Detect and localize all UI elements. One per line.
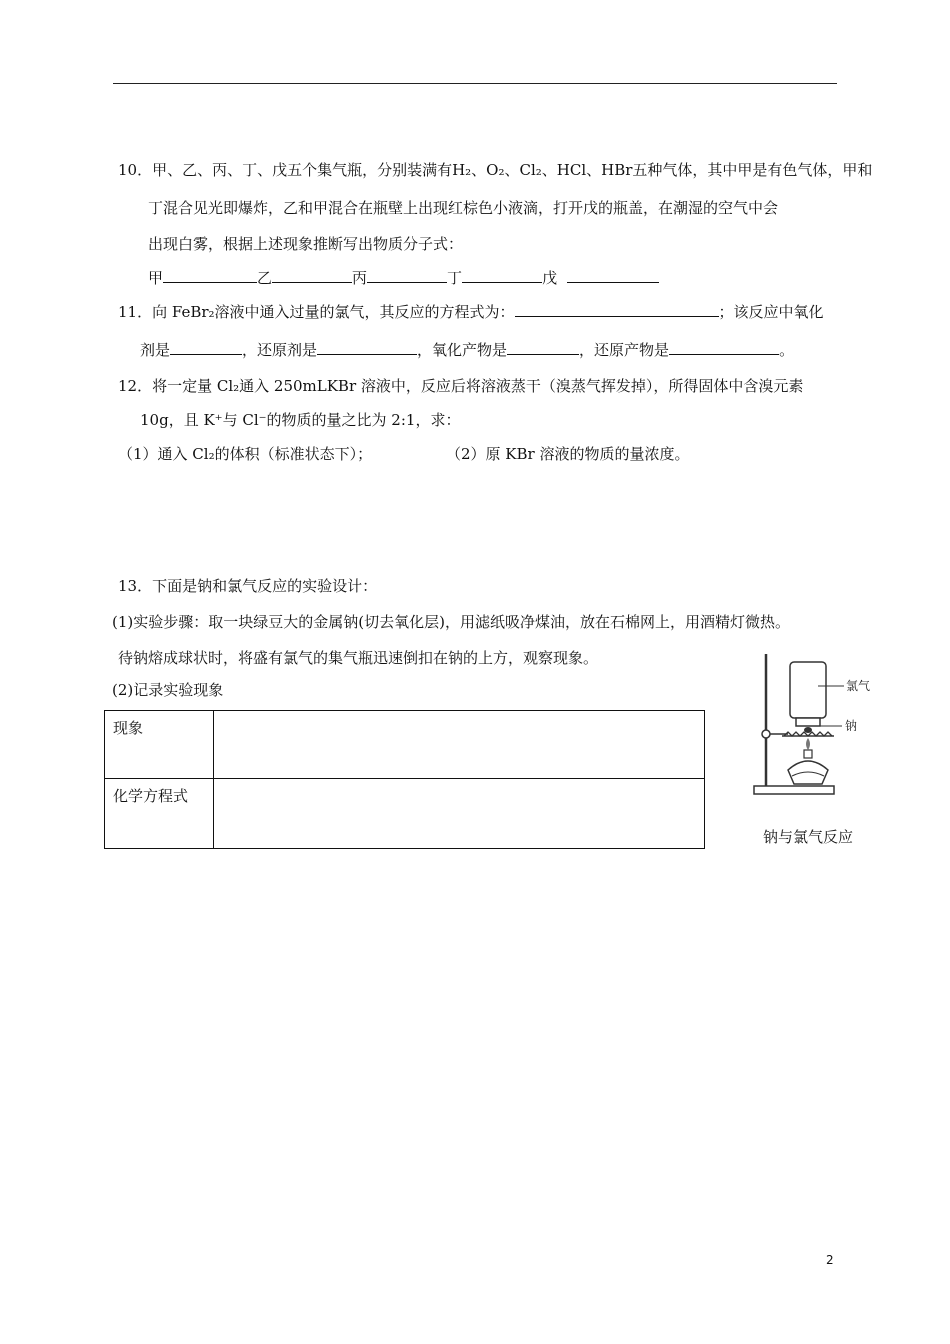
answer-blank-wu[interactable] (567, 268, 659, 283)
phenomenon-answer-cell[interactable] (214, 711, 705, 779)
apparatus-drawing (748, 652, 878, 798)
q11-oxidant-label: 剂是 (140, 341, 171, 359)
table-row (105, 779, 705, 849)
record-table (104, 710, 705, 849)
answer-label-jia: 甲 (148, 269, 164, 287)
q11-line2 (140, 340, 794, 360)
q13-step-line1: (1)实验步骤：取一块绿豆大的金属钠(切去氧化层)，用滤纸吸净煤油，放在石棉网上，用酒精灯微热。 (112, 613, 790, 631)
q11-reductant-label: ，还原剂是 (242, 341, 318, 359)
oxidant-blank[interactable] (170, 340, 242, 355)
q11-oxidation-product-label: ，氧化产物是 (417, 341, 508, 359)
equation-blank[interactable] (515, 302, 719, 317)
q12-subquestion-2: （2）原 KBr 溶液的物质的量浓度。 (446, 445, 690, 463)
answer-blank-bing[interactable] (367, 268, 447, 283)
figure-label-chlorine: 氯气 (846, 679, 871, 693)
equation-answer-cell[interactable] (214, 779, 705, 849)
answer-label-bing: 丙 (352, 269, 368, 287)
apparatus-figure (748, 652, 878, 798)
q10-line2: 丁混合见光即爆炸，乙和甲混合在瓶壁上出现红棕色小液滴，打开戊的瓶盖，在潮湿的空气中会 (148, 199, 779, 217)
figure-caption: 钠与氯气反应 (763, 828, 854, 846)
q10-answer-row (148, 268, 659, 288)
q11-text-b: ；该反应中氧化 (718, 303, 824, 321)
answer-blank-jia[interactable] (163, 268, 257, 283)
q12-line1: 12．将一定量 Cl₂通入 250mLKBr 溶液中，反应后将溶液蒸干（溴蒸气挥发掉），所得固体中含溴元素 (118, 377, 804, 395)
table-label-phenomenon: 现象 (105, 711, 214, 779)
header-rule (113, 83, 837, 84)
table-row (105, 711, 705, 779)
answer-label-yi: 乙 (257, 269, 273, 287)
q10-line1: 10．甲、乙、丙、丁、戊五个集气瓶，分别装满有H₂、O₂、Cl₂、HCl、HBr五种气体，其中甲是有色气体，甲和 (118, 161, 873, 179)
q11-reduction-product-label: ，还原产物是 (579, 341, 670, 359)
q10-line3: 出现白雾，根据上述现象推断写出物质分子式： (148, 235, 464, 253)
reductant-blank[interactable] (317, 340, 417, 355)
figure-label-sodium: 钠 (845, 719, 858, 733)
answer-blank-yi[interactable] (272, 268, 352, 283)
q11-line1 (118, 302, 824, 322)
oxidation-product-blank[interactable] (507, 340, 579, 355)
reduction-product-blank[interactable] (669, 340, 779, 355)
page-number: 2 (826, 1253, 834, 1267)
answer-blank-ding[interactable] (462, 268, 542, 283)
q13-title: 13．下面是钠和氯气反应的实验设计： (118, 577, 378, 595)
answer-label-wu: 戊 (542, 269, 558, 287)
q12-subquestion-1: （1）通入 Cl₂的体积（标准状态下）； (118, 445, 373, 463)
q13-record-heading: (2)记录实验现象 (112, 681, 224, 699)
q11-period: 。 (779, 341, 795, 359)
q12-line2: 10g，且 K⁺与 Cl⁻的物质的量之比为 2:1，求： (140, 411, 461, 429)
q11-text-a: 11．向 FeBr₂溶液中通入过量的氯气，其反应的方程式为： (118, 303, 515, 321)
answer-label-ding: 丁 (447, 269, 463, 287)
table-label-equation: 化学方程式 (105, 779, 214, 849)
q13-step-line2: 待钠熔成球状时，将盛有氯气的集气瓶迅速倒扣在钠的上方，观察现象。 (118, 649, 599, 667)
